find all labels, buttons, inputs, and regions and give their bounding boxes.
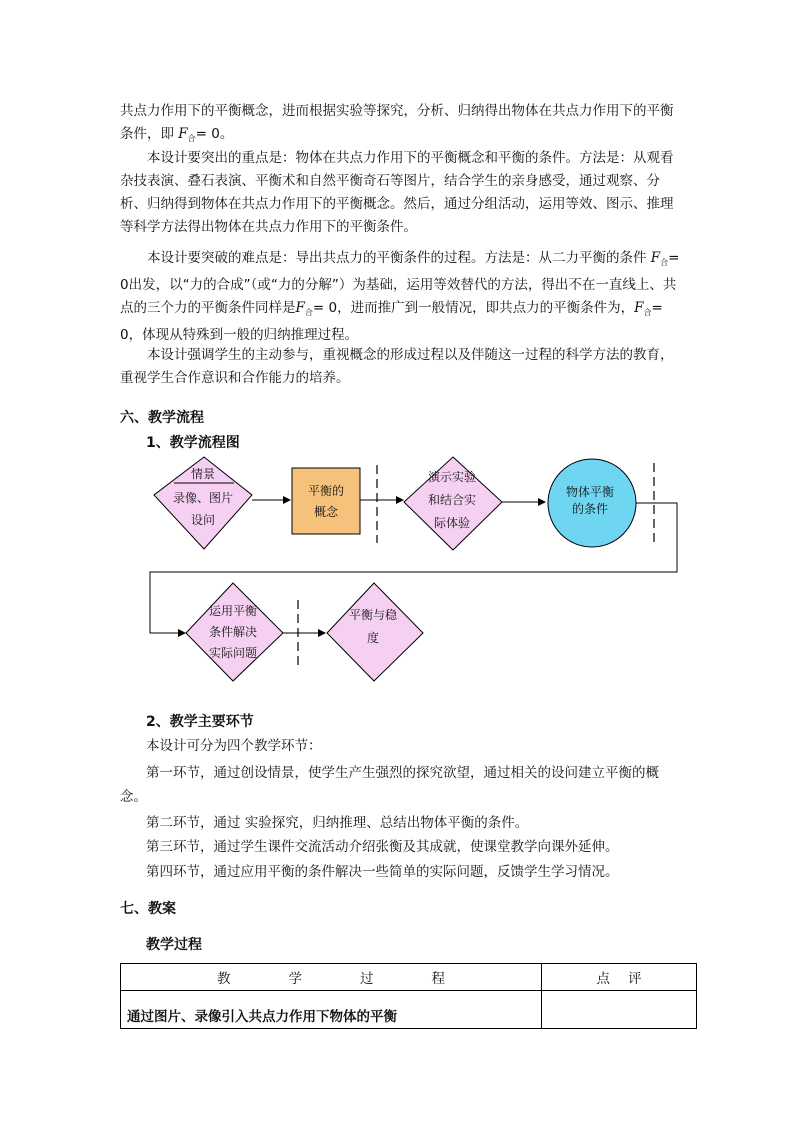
node1-label-3: 设问 bbox=[190, 513, 216, 527]
force-symbol: F bbox=[634, 300, 644, 316]
key-point-paragraph bbox=[120, 147, 680, 239]
section-7-heading: 七、教案 bbox=[120, 901, 176, 917]
node4-label-1: 物体平衡 bbox=[565, 485, 615, 499]
lesson-plan-table bbox=[120, 963, 697, 1029]
p3-text-c: = 0，进而推广到一般情况，即共点力的平衡条件为， bbox=[312, 300, 635, 316]
force-subscript: 合 bbox=[304, 308, 313, 317]
node3-label-1: 演示实验 bbox=[427, 470, 477, 484]
p2-text: 本设计要突出的重点是：物体在共点力作用下的平衡概念和平衡的条件。方法是：从观看杂技表演、叠石表演、平衡术和自然平衡奇石等图片，结合学生的亲身感受，通过观察、分析、归纳得到物体在共点力作用下的平衡概念。然后，通过分组活动，运用等效、图示、推理等科学方法得出物体在共点力作用下的平衡条件。 bbox=[120, 150, 674, 235]
p3-text-d: = 0，体现从特殊到一般的归纳推理过程。 bbox=[120, 300, 663, 343]
flow-node-stability bbox=[327, 583, 423, 681]
node1-label-top: 情景 bbox=[190, 467, 216, 481]
stage-1-line-1: 第一环节，通过创设情景，使学生产生强烈的探究欲望，通过相关的设问建立平衡的概 bbox=[146, 765, 659, 781]
table-row bbox=[121, 991, 697, 1029]
node2-label-1: 平衡的 bbox=[307, 484, 345, 498]
stage-4: 第四环节，通过应用平衡的条件解决一些简单的实际问题，反馈学生学习情况。 bbox=[146, 864, 619, 880]
node2-label-2: 概念 bbox=[313, 505, 339, 519]
process-column-header: 教 学 过 程 bbox=[121, 964, 542, 991]
force-symbol: F bbox=[295, 300, 305, 316]
p1-text: 共点力作用下的平衡概念，进而根据实验等探究，分析、归纳得出物体在共点力作用下的平衡条件，即 bbox=[120, 103, 674, 142]
emphasis-paragraph bbox=[120, 344, 680, 390]
process-cell: 通过图片、录像引入共点力作用下物体的平衡 bbox=[121, 991, 542, 1029]
section-6-heading: 六、教学流程 bbox=[120, 410, 204, 426]
force-subscript: 合 bbox=[187, 134, 196, 143]
force-symbol: F bbox=[178, 126, 188, 142]
stages-intro: 本设计可分为四个教学环节： bbox=[146, 738, 322, 754]
main-stages-subheading: 2、教学主要环节 bbox=[146, 714, 254, 730]
node5-label-3: 实际问题 bbox=[208, 646, 258, 660]
node1-label-2: 录像、图片 bbox=[172, 491, 234, 505]
difficulty-paragraph bbox=[120, 247, 680, 347]
node5-label-2: 条件解决 bbox=[208, 625, 258, 639]
p4-text: 本设计强调学生的主动参与，重视概念的形成过程以及伴随这一过程的科学方法的教育，重视学生合作意识和合作能力的培养。 bbox=[120, 347, 674, 386]
stage-2: 第二环节，通过 实验探究，归纳推理、总结出物体平衡的条件。 bbox=[146, 815, 529, 831]
flow-node-balance-concept bbox=[292, 468, 360, 534]
p1-end: = 0。 bbox=[195, 126, 234, 142]
p3-text-a: 本设计要突破的难点是：导出共点力的平衡条件的过程。方法是：从二力平衡的条件 bbox=[147, 250, 647, 266]
table-header-row bbox=[121, 964, 697, 991]
node3-label-2: 和结合实 bbox=[427, 493, 477, 507]
intro-paragraph-1 bbox=[120, 100, 680, 150]
flow-node-situation bbox=[154, 457, 252, 549]
node4-label-2: 的条件 bbox=[571, 502, 609, 516]
flowchart-subheading: 1、教学流程图 bbox=[146, 435, 240, 451]
node3-label-3: 际体验 bbox=[433, 516, 471, 530]
flow-node-balance-condition bbox=[548, 459, 636, 547]
force-subscript: 合 bbox=[660, 258, 669, 267]
flow-node-experiment bbox=[404, 457, 502, 550]
stage-3: 第三环节，通过学生课件交流活动介绍张衡及其成就，使课堂教学向课外延伸。 bbox=[146, 839, 619, 855]
p3-text-b: = 0出发，以“力的合成”（或“力的分解”）为基础，运用等效替代的方法，得出不在一直线上、共点的三个力的平衡条件同样是 bbox=[120, 250, 680, 316]
node5-label-1: 运用平衡 bbox=[208, 604, 258, 618]
comment-cell bbox=[542, 991, 697, 1029]
node6-label-2: 度 bbox=[366, 631, 380, 645]
force-subscript: 合 bbox=[643, 308, 652, 317]
stage-1-line-2: 念。 bbox=[120, 789, 147, 805]
force-symbol: F bbox=[650, 250, 661, 266]
node6-label-1: 平衡与稳 bbox=[348, 608, 398, 622]
flow-node-apply-condition bbox=[186, 583, 283, 681]
teaching-process-subheading: 教学过程 bbox=[146, 937, 202, 953]
teaching-flowchart bbox=[0, 455, 794, 705]
comment-column-header: 点 评 bbox=[542, 964, 697, 991]
